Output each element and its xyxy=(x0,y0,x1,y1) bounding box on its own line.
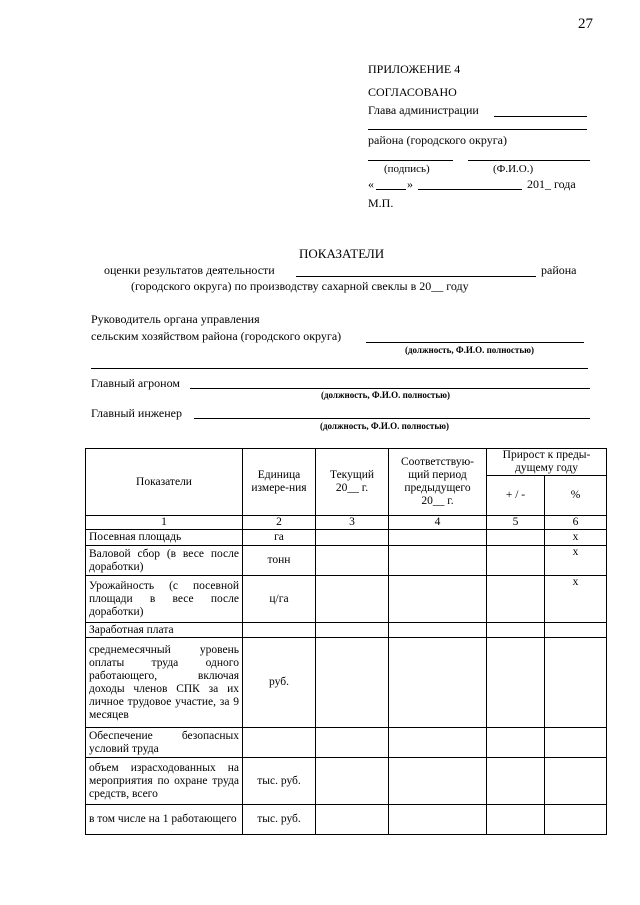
signature-caption: (подпись) xyxy=(384,163,430,175)
date-open-quote: « xyxy=(368,177,374,191)
pct-cell: х xyxy=(545,576,607,623)
unit-cell: ц/га xyxy=(243,576,316,623)
table-header-row xyxy=(86,449,607,476)
abs-cell xyxy=(487,638,545,728)
indicators-table xyxy=(85,448,607,835)
signature-line xyxy=(368,160,453,161)
title-line1-suffix: района xyxy=(541,263,577,277)
approval-heading: СОГЛАСОВАНО xyxy=(368,85,457,99)
previous-cell xyxy=(389,728,487,758)
indicator-cell: в том числе на 1 работающего xyxy=(86,805,243,835)
agronomist-caption: (должность, Ф.И.О. полностью) xyxy=(321,390,450,400)
head-name-line xyxy=(368,129,587,130)
previous-cell xyxy=(389,805,487,835)
document-title: ПОКАЗАТЕЛИ xyxy=(299,246,385,261)
pct-cell xyxy=(545,638,607,728)
indicator-cell: Урожайность (с посевной площади в весе после доработки) xyxy=(86,576,243,623)
title-line2: (городского округа) по производству сахарной свеклы в 20__ году xyxy=(131,279,469,293)
engineer-label: Главный инженер xyxy=(91,406,182,420)
previous-cell xyxy=(389,546,487,576)
unit-cell: га xyxy=(243,530,316,546)
current-cell xyxy=(316,623,389,638)
previous-cell xyxy=(389,758,487,805)
table-row xyxy=(86,638,607,728)
current-cell xyxy=(316,530,389,546)
current-cell xyxy=(316,546,389,576)
date-day-line xyxy=(376,189,406,190)
col-number: 6 xyxy=(545,516,607,530)
pct-cell: х xyxy=(545,546,607,576)
pct-cell xyxy=(545,728,607,758)
current-cell xyxy=(316,805,389,835)
table-row xyxy=(86,758,607,805)
header-unit: Единица измере-ния xyxy=(243,449,316,516)
page-number: 27 xyxy=(578,16,593,32)
column-number-row xyxy=(86,516,607,530)
header-growth: Прирост к преды-дущему году xyxy=(487,449,607,476)
unit-cell: руб. xyxy=(243,638,316,728)
col-number: 5 xyxy=(487,516,545,530)
date-close-quote: » xyxy=(407,177,413,191)
name-caption: (Ф.И.О.) xyxy=(493,163,534,175)
abs-cell xyxy=(487,623,545,638)
table-row xyxy=(86,576,607,623)
abs-cell xyxy=(487,546,545,576)
col-number: 4 xyxy=(389,516,487,530)
current-cell xyxy=(316,638,389,728)
indicator-cell: Валовой сбор (в весе после доработки) xyxy=(86,546,243,576)
previous-cell xyxy=(389,623,487,638)
abs-cell xyxy=(487,530,545,546)
pct-cell xyxy=(545,758,607,805)
unit-cell: тыс. руб. xyxy=(243,758,316,805)
col-number: 3 xyxy=(316,516,389,530)
previous-cell xyxy=(389,576,487,623)
col-number: 1 xyxy=(86,516,243,530)
title-organization-line xyxy=(296,276,536,277)
previous-cell xyxy=(389,530,487,546)
table-row xyxy=(86,530,607,546)
current-cell xyxy=(316,576,389,623)
unit-cell: тыс. руб. xyxy=(243,805,316,835)
indicator-cell: Обеспечение безопасных условий труда xyxy=(86,728,243,758)
date-month-line xyxy=(418,189,522,190)
ag-head-label-2: сельским хозяйством района (городского округа) xyxy=(91,329,342,343)
unit-cell xyxy=(243,623,316,638)
indicator-cell: Посевная площадь xyxy=(86,530,243,546)
indicator-cell: объем израсходованных на мероприятия по охране труда средств, всего xyxy=(86,758,243,805)
agronomist-label: Главный агроном xyxy=(91,376,180,390)
ag-head-caption: (должность, Ф.И.О. полностью) xyxy=(405,345,534,355)
header-current: Текущий 20__ г. xyxy=(316,449,389,516)
table-row xyxy=(86,805,607,835)
abs-cell xyxy=(487,805,545,835)
table-row xyxy=(86,623,607,638)
current-cell xyxy=(316,758,389,805)
indicator-cell: среднемесячный уровень оплаты труда одного работающего, включая доходы членов СПК за их личное трудовое участие, за 9 месяцев xyxy=(86,638,243,728)
head-label: Глава администрации xyxy=(368,103,479,117)
col-number: 2 xyxy=(243,516,316,530)
ag-head-line-2 xyxy=(91,368,588,369)
ag-head-label-1: Руководитель органа управления xyxy=(91,312,260,326)
unit-cell: тонн xyxy=(243,546,316,576)
header-abs: + / - xyxy=(487,476,545,516)
district-label: района (городского округа) xyxy=(368,133,507,147)
date-year-label: 201_ года xyxy=(527,177,576,191)
pct-cell xyxy=(545,623,607,638)
appendix-label: ПРИЛОЖЕНИЕ 4 xyxy=(368,62,461,76)
header-previous: Соответствую-щий период предыдущего 20__ г. xyxy=(389,449,487,516)
agronomist-line xyxy=(190,388,590,389)
abs-cell xyxy=(487,758,545,805)
name-line xyxy=(468,160,590,161)
engineer-line xyxy=(194,418,590,419)
previous-cell xyxy=(389,638,487,728)
title-line1-prefix: оценки результатов деятельности xyxy=(104,263,275,277)
table-row xyxy=(86,546,607,576)
unit-cell xyxy=(243,728,316,758)
abs-cell xyxy=(487,576,545,623)
indicator-cell: Заработная плата xyxy=(86,623,243,638)
pct-cell: х xyxy=(545,530,607,546)
table-row xyxy=(86,728,607,758)
engineer-caption: (должность, Ф.И.О. полностью) xyxy=(320,421,449,431)
current-cell xyxy=(316,728,389,758)
abs-cell xyxy=(487,728,545,758)
ag-head-line xyxy=(366,342,584,343)
header-pct: % xyxy=(545,476,607,516)
stamp-label: М.П. xyxy=(368,196,394,210)
header-indicator: Показатели xyxy=(86,449,243,516)
head-signature-line xyxy=(494,116,587,117)
pct-cell xyxy=(545,805,607,835)
